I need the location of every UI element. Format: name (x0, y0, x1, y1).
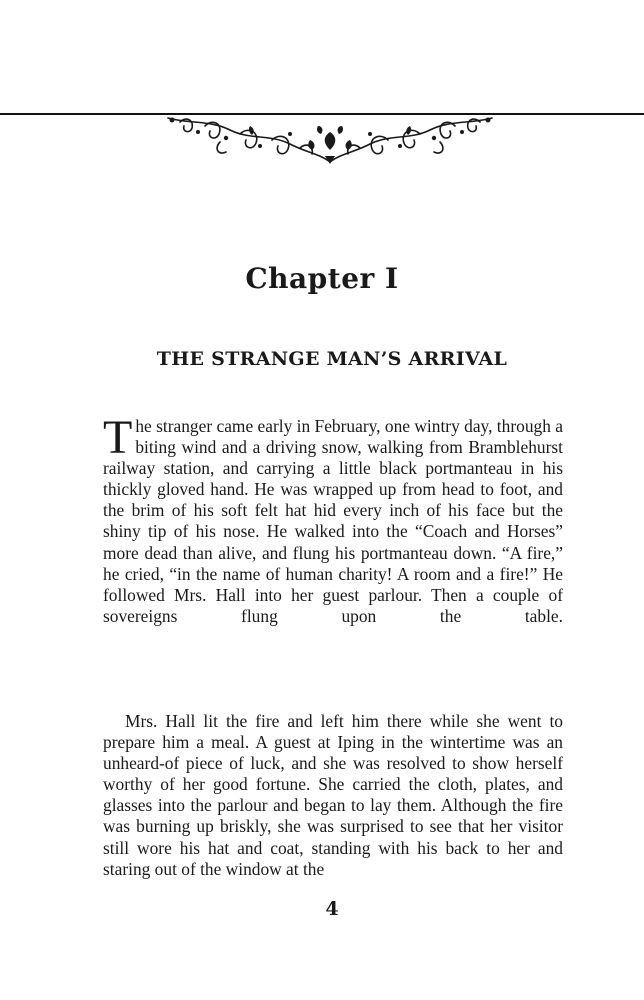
drop-cap: T (103, 411, 133, 464)
paragraph-2: Mrs. Hall lit the fire and left him there while she went to prepare him a meal. A guest at Iping in the wintertime was an unheard-of piece of luck, and she was resolved to show herself worthy of her good fortune. She carried the cloth, plates, and glasses into the parlour and began to lay them. Although the fire was burning up briskly, she was surprised to see that her visitor still wore his hat and coat, standing with his back to her and staring out of the window at the (103, 711, 563, 879)
chapter-subtitle: THE STRANGE MAN’S ARRIVAL (156, 348, 508, 370)
paragraph-1-text: he stranger came early in February, one wintry day, through a biting wind and a driving snow, walking from Bramblehurst railway station, and carrying a little black portmanteau in his thickly gloved hand. He was wrapped up from head to foot, and the brim of his soft felt hat hid every inch of his face but the shiny tip of his nose. He walked into the “Coach and Horses” more dead than alive, and flung his portmanteau down. “A fire,” he cried, “in the name of human charity! A room and a fire!” He followed Mrs. Hall into her guest parlour. Then a couple of sovereigns flung upon the table. (103, 416, 563, 626)
paragraph-1 (103, 411, 563, 627)
chapter-title: Chapter I (245, 262, 399, 295)
page-number: 4 (325, 898, 339, 920)
floral-ornament-icon (160, 112, 500, 168)
